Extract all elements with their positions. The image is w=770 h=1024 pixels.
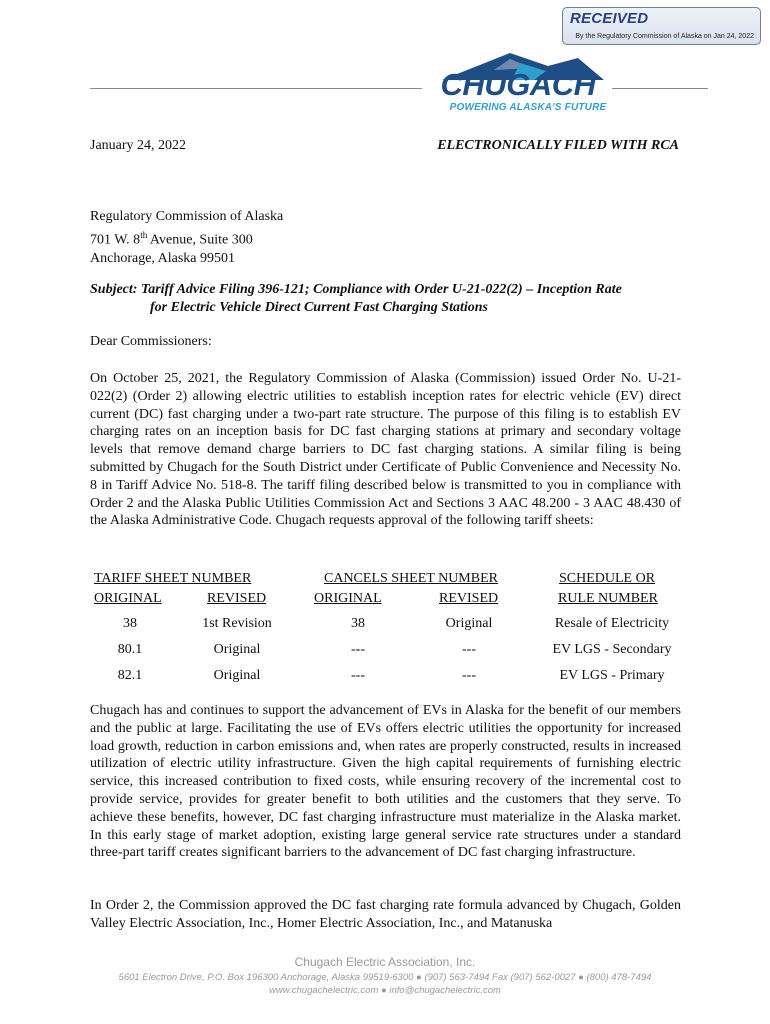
chugach-logo [428, 50, 608, 118]
address-line-1: Regulatory Commission of Alaska [90, 209, 284, 224]
table-cell: 38 [123, 616, 137, 631]
table-cell: --- [351, 642, 365, 657]
subject-line-2: for Electric Vehicle Direct Current Fast Charging Stations [150, 300, 488, 315]
letter-date: January 24, 2022 [90, 138, 187, 153]
table-col-cancel-revised: REVISED [439, 591, 499, 606]
stamp-subtitle: By the Regulatory Commission of Alaska on Jan 24, 2022 [575, 33, 754, 40]
footer-address: 5601 Electron Drive, P.O. Box 196300 Anchorage, Alaska 99519-6300 ● (907) 563-7494 Fax (907) 562-0027 ● (800) 478-7494 [118, 972, 652, 983]
logo-wordmark: CHUGACH [440, 67, 596, 102]
table-col-cancel-original: ORIGINAL [314, 591, 382, 606]
table-cell: 38 [351, 616, 365, 631]
table-cell: --- [462, 642, 476, 657]
table-cell: EV LGS - Primary [559, 668, 665, 683]
footer-company: Chugach Electric Association, Inc. [294, 955, 476, 969]
stamp-title: RECEIVED [570, 10, 649, 27]
recipient-address [90, 208, 283, 268]
paragraph-2: Chugach has and continues to support the advancement of EVs in Alaska for the benefit of our members and the public at large. Facilitating the use of EVs offers electric utilities the opportunity for increased load growth, reduction in carbon emissions and, when rates are properly constructed, results in increased utilization of electric utility infrastructure. Given the high capital requirements of furnishing electric service, this increased contribution to fixed costs, while ensuring recovery of the incremental cost to provide service, provides for greater benefit to both utilities and the customers that they serve. To achieve these benefits, however, DC fast charging infrastructure must materialize in the Alaska market. In this early stage of market adoption, existing large general service rate structures under a standard three-part tariff creates significant barriers to the advancement of DC fast charging infrastructure. [90, 703, 681, 861]
table-cell: Original [213, 642, 261, 657]
table-cell: Resale of Electricity [554, 616, 670, 631]
footer-web: www.chugachelectric.com ● info@chugachelectric.com [269, 985, 501, 996]
filed-notice: ELECTRONICALLY FILED WITH RCA [437, 138, 679, 153]
subject-line [90, 281, 680, 317]
paragraph-3: In Order 2, the Commission approved the DC fast charging rate formula advanced by Chugach, Golden Valley Electric Association, Inc., Homer Electric Association, Inc., and Matanuska [90, 898, 681, 931]
table-col-revised: REVISED [207, 591, 267, 606]
table-cell: 1st Revision [202, 616, 272, 631]
table-col-rule-number: RULE NUMBER [558, 591, 658, 606]
table-group-header-tariff: TARIFF SHEET NUMBER [94, 571, 252, 586]
salutation: Dear Commissioners: [90, 334, 212, 349]
paragraph-1: On October 25, 2021, the Regulatory Commission of Alaska (Commission) issued Order No. U-21-022(2) (Order 2) allowing electric utilities to establish inception rates for electric vehicle (EV) direct current (DC) fast charging under a two-part rate structure. The purpose of this filing is to establish EV charging rates on an inception basis for DC fast charging stations at primary and secondary voltage levels that remove demand charge barriers to DC fast charging stations. A similar filing is being submitted by Chugach for the South District under Certificate of Public Convenience and Necessity No. 8 in Tariff Advice No. 518-8. The tariff filing described below is transmitted to you in compliance with Order 2 and the Alaska Public Utilities Commission Act and Sections 3 AAC 48.200 - 3 AAC 48.430 of the Alaska Administrative Code. Chugach requests approval of the following tariff sheets: [90, 371, 681, 529]
table-group-header-cancels: CANCELS SHEET NUMBER [324, 571, 498, 586]
subject-line-1: Subject: Tariff Advice Filing 396-121; Compliance with Order U-21-022(2) – Inception Rate [90, 282, 622, 297]
address-line-3: Anchorage, Alaska 99501 [90, 250, 236, 266]
table-cell: Original [213, 668, 261, 683]
table-cell: --- [462, 668, 476, 683]
table-cell: 80.1 [117, 642, 143, 657]
table-cell: --- [351, 668, 365, 683]
table-col-original: ORIGINAL [94, 591, 162, 606]
table-cell: EV LGS - Secondary [552, 642, 672, 657]
logo-tagline: POWERING ALASKA'S FUTURE [449, 102, 607, 113]
table-group-header-schedule: SCHEDULE OR [559, 571, 656, 586]
table-cell: Original [445, 616, 493, 631]
table-cell: 82.1 [117, 668, 143, 683]
received-stamp [562, 7, 761, 45]
address-line-2: 701 W. 8th Avenue, Suite 300 [90, 230, 253, 248]
header-rule-left [90, 88, 422, 89]
header-rule-right [612, 88, 708, 89]
